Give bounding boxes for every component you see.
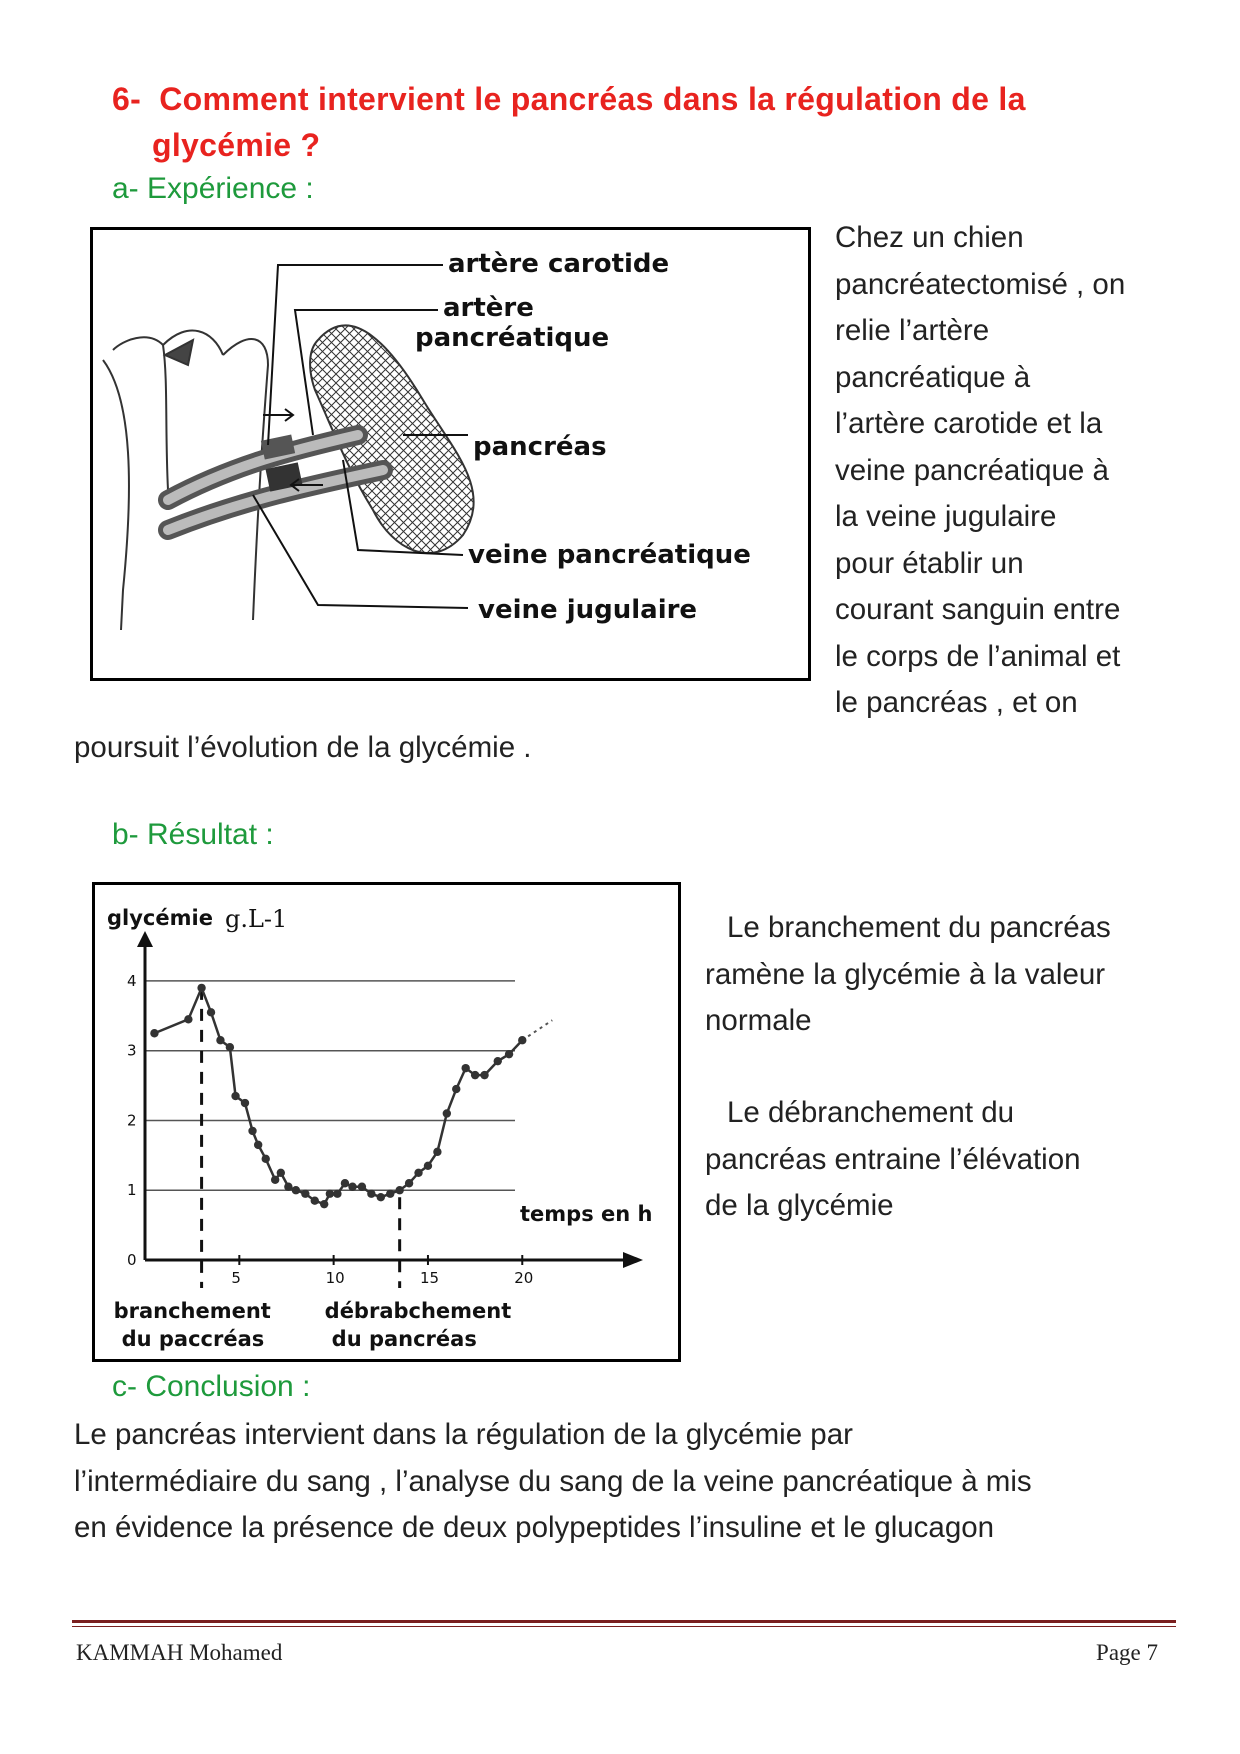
data-point	[184, 1015, 192, 1023]
x-tick-label: 5	[231, 1269, 241, 1287]
chart-xlabel: temps en h	[520, 1202, 653, 1226]
result-note-2	[705, 1090, 1185, 1230]
data-point	[207, 1008, 215, 1016]
section-heading	[112, 76, 1162, 168]
chart-ylabel: glycémie	[107, 906, 213, 930]
data-point	[271, 1176, 279, 1184]
y-tick-label: 3	[127, 1041, 137, 1060]
series-line	[154, 988, 522, 1204]
data-point	[292, 1186, 300, 1194]
data-point	[231, 1092, 239, 1100]
y-axis-arrow	[137, 931, 153, 947]
y-tick-label: 1	[127, 1181, 137, 1200]
data-point	[461, 1064, 469, 1072]
label-jugular-vein: veine jugulaire	[478, 595, 698, 625]
subtitle-conclusion: c- Conclusion :	[112, 1370, 311, 1403]
data-point	[518, 1036, 526, 1044]
note-line: pancréas entraine l’élévation	[705, 1142, 1081, 1176]
data-point	[311, 1196, 319, 1204]
experiment-line: pancréatectomisé , on	[835, 267, 1126, 301]
conclusion-line: Le pancréas intervient dans la régulation de la glycémie par	[74, 1418, 853, 1451]
data-point	[443, 1109, 451, 1117]
chart-yunit: g.L-1	[225, 905, 288, 933]
note-line: Le débranchement du	[727, 1096, 1015, 1129]
label-carotid-artery: artère carotide	[448, 249, 670, 279]
experiment-line: pancréatique à	[835, 360, 1031, 394]
x-tick-label: 15	[419, 1269, 440, 1287]
footer-rule	[72, 1620, 1176, 1623]
data-point	[150, 1029, 158, 1037]
note-line: Le branchement du pancréas	[727, 911, 1111, 944]
experiment-diagram	[90, 227, 811, 681]
note-line: de la glycémie	[705, 1189, 894, 1222]
data-point	[248, 1127, 256, 1135]
experiment-text	[835, 215, 1180, 727]
conclusion-line: l’intermédiaire du sang , l’analyse du sang de la veine pancréatique à mis	[74, 1464, 1032, 1498]
data-point	[395, 1186, 403, 1194]
annotation-label: du pancréas	[331, 1327, 477, 1351]
data-point	[494, 1057, 502, 1065]
y-tick-label: 2	[127, 1111, 137, 1130]
footer-author: KAMMAH Mohamed	[76, 1640, 283, 1665]
heading-line-1: Comment intervient le pancréas dans la régulation de la	[159, 81, 1026, 117]
experiment-line: pour établir un	[835, 546, 1024, 580]
experiment-continuation: poursuit l’évolution de la glycémie .	[74, 731, 532, 764]
label-pancreas: pancréas	[473, 432, 607, 462]
y-tick-label: 0	[127, 1251, 137, 1269]
experiment-line: le pancréas , et on	[835, 686, 1078, 719]
label-pancreatic-vein: veine pancréatique	[468, 540, 751, 570]
chart-svg	[95, 885, 678, 1359]
data-point	[471, 1071, 479, 1079]
experiment-line: le corps de l’animal et	[835, 639, 1121, 673]
data-point	[505, 1050, 513, 1058]
subtitle-experience: a- Expérience :	[112, 172, 314, 205]
data-point	[277, 1169, 285, 1177]
conclusion-text	[74, 1412, 1194, 1552]
glycemia-chart	[92, 882, 681, 1362]
y-tick-label: 4	[127, 971, 137, 990]
data-point	[433, 1148, 441, 1156]
data-point	[216, 1036, 224, 1044]
data-point	[358, 1183, 366, 1191]
footer-page-number: Page 7	[1096, 1640, 1158, 1665]
data-point	[424, 1162, 432, 1170]
annotation-label: débrabchement	[324, 1299, 512, 1323]
data-point	[341, 1179, 349, 1187]
x-tick-label: 20	[514, 1269, 534, 1287]
label-pancreatic-artery-1: artère	[443, 293, 534, 323]
data-point	[414, 1169, 422, 1177]
footer-rule-thin	[72, 1626, 1176, 1627]
data-point	[241, 1099, 249, 1107]
data-point	[262, 1155, 270, 1163]
data-point	[333, 1190, 341, 1198]
annotation-label: du paccréas	[121, 1327, 265, 1351]
experiment-line: la veine jugulaire	[835, 500, 1057, 533]
data-point	[254, 1141, 262, 1149]
data-point	[377, 1193, 385, 1201]
conclusion-line: en évidence la présence de deux polypeptides l’insuline et le glucagon	[74, 1511, 995, 1544]
data-point	[326, 1190, 334, 1198]
data-point	[405, 1179, 413, 1187]
heading-line-2: glycémie ?	[152, 127, 321, 163]
data-point	[480, 1071, 488, 1079]
data-point	[197, 984, 205, 992]
series-extension	[522, 1020, 552, 1040]
label-pancreatic-artery-2: pancréatique	[415, 323, 610, 353]
data-point	[386, 1190, 394, 1198]
experiment-line: Chez un chien	[835, 221, 1024, 254]
data-point	[226, 1043, 234, 1051]
experiment-line: veine pancréatique à	[835, 453, 1109, 487]
data-point	[367, 1190, 375, 1198]
result-note-1	[705, 905, 1185, 1045]
experiment-line: courant sanguin entre	[835, 593, 1121, 626]
data-point	[284, 1183, 292, 1191]
annotation-label: branchement	[113, 1299, 271, 1323]
data-point	[452, 1085, 460, 1093]
subtitle-result: b- Résultat :	[112, 818, 274, 851]
note-line: normale	[705, 1004, 812, 1037]
x-axis-arrow	[623, 1252, 643, 1268]
data-point	[320, 1200, 328, 1208]
experiment-line: relie l’artère	[835, 314, 990, 347]
data-point	[301, 1190, 309, 1198]
heading-number: 6-	[112, 81, 142, 117]
data-point	[348, 1183, 356, 1191]
experiment-svg	[93, 230, 808, 678]
x-tick-label: 10	[325, 1269, 345, 1287]
experiment-line: l’artère carotide et la	[835, 407, 1103, 440]
note-line: ramène la glycémie à la valeur	[705, 957, 1106, 991]
